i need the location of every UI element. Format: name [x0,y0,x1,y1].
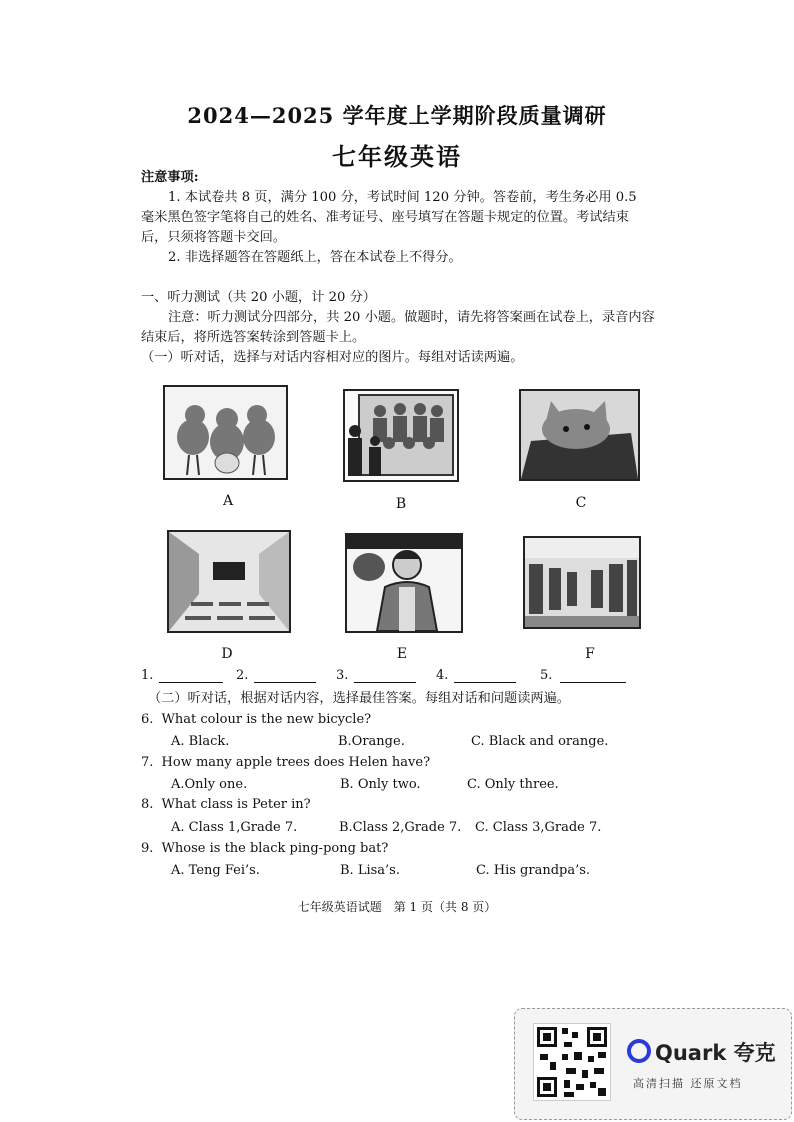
question-text: What class is Peter in? [161,797,311,812]
section1-part1: （一）听对话，选择与对话内容相对应的图片。每组对话读两遍。 [141,350,524,365]
question-text: How many apple trees does Helen have? [161,755,431,770]
notice-item1-line1: 1. 本试卷共 8 页，满分 100 分，考试时间 120 分钟。答卷前，考生务必用 0.5 [168,190,637,205]
question-text: Whose is the black ping-pong bat? [161,841,389,856]
answer-blank-line[interactable] [560,668,626,683]
answer-blank-number: 3. [336,668,349,683]
qr-code-icon [533,1023,611,1101]
question-number: 8. [141,797,154,812]
notice-item2: 2. 非选择题答在答题纸上，答在本试卷上不得分。 [168,250,462,265]
question-8 [141,797,311,812]
answer-blank-number: 5. [540,668,553,683]
q8-option-b[interactable]: B.Class 2,Grade 7. [339,820,462,835]
picture-f-library [523,536,641,629]
q9-option-a[interactable]: A. Teng Fei’s. [171,863,260,878]
q6-option-c[interactable]: C. Black and orange. [471,734,609,749]
question-number: 7. [141,755,154,770]
picture-label-f: F [585,646,595,662]
answer-blank-number: 4. [436,668,449,683]
question-number: 9. [141,841,154,856]
q8-option-c[interactable]: C. Class 3,Grade 7. [475,820,602,835]
q7-option-b[interactable]: B. Only two. [340,777,421,792]
answer-blank-line[interactable] [454,668,516,683]
q7-option-c[interactable]: C. Only three. [467,777,559,792]
picture-d-classroom [167,530,291,633]
question-text: What colour is the new bicycle? [161,712,372,727]
question-6 [141,712,371,727]
picture-a-chicks [163,385,288,480]
picture-e-boy [345,533,463,633]
quark-logo-icon [627,1039,651,1063]
picture-label-d: D [221,646,233,662]
picture-label-c: C [575,495,587,511]
quark-watermark [514,1008,792,1120]
answer-blank-5[interactable] [540,668,626,683]
page-title: 2024—2025 学年度上学期阶段质量调研 [187,103,607,128]
q9-option-b[interactable]: B. Lisa’s. [340,863,400,878]
notice-heading: 注意事项: [141,170,199,185]
section1-note-line2: 结束后，将所选答案转涂到答题卡上。 [141,330,366,345]
picture-label-a: A [222,493,234,509]
q6-option-b[interactable]: B.Orange. [338,734,405,749]
notice-item1-line2: 毫米黑色签字笔将自己的姓名、准考证号、座号填写在答题卡规定的位置。考试结束 [141,210,629,225]
page-subtitle: 七年级英语 [332,142,462,171]
quark-brand: Quark 夸克 [655,1041,776,1065]
section1-heading: 一、听力测试（共 20 小题，计 20 分） [141,290,376,305]
picture-c-kitten [519,389,640,481]
section1-part2: （二）听对话，根据对话内容，选择最佳答案。每组对话和问题读两遍。 [148,691,570,706]
answer-blank-number: 1. [141,668,154,683]
notice-item1-line3: 后，只须将答题卡交回。 [141,230,287,245]
picture-label-b: B [395,496,407,512]
answer-blank-line[interactable] [254,668,316,683]
answer-blank-4[interactable] [436,668,516,683]
answer-blank-2[interactable] [236,668,316,683]
question-number: 6. [141,712,154,727]
question-7 [141,755,430,770]
answer-blank-number: 2. [236,668,249,683]
answer-blank-1[interactable] [141,668,223,683]
q6-option-a[interactable]: A. Black. [171,734,230,749]
picture-b-family [343,389,459,482]
picture-label-e: E [396,646,408,662]
answer-blank-3[interactable] [336,668,416,683]
section1-note-line1: 注意：听力测试分四部分，共 20 小题。做题时，请先将答案画在试卷上，录音内容 [168,310,655,325]
q9-option-c[interactable]: C. His grandpa’s. [476,863,591,878]
q7-option-a[interactable]: A.Only one. [171,777,248,792]
answer-blank-line[interactable] [354,668,416,683]
q8-option-a[interactable]: A. Class 1,Grade 7. [171,820,298,835]
answer-blank-line[interactable] [159,668,223,683]
page-footer: 七年级英语试题 第 1 页（共 8 页） [297,900,497,914]
question-9 [141,841,388,856]
quark-tagline: 高清扫描 还原文档 [633,1077,743,1090]
